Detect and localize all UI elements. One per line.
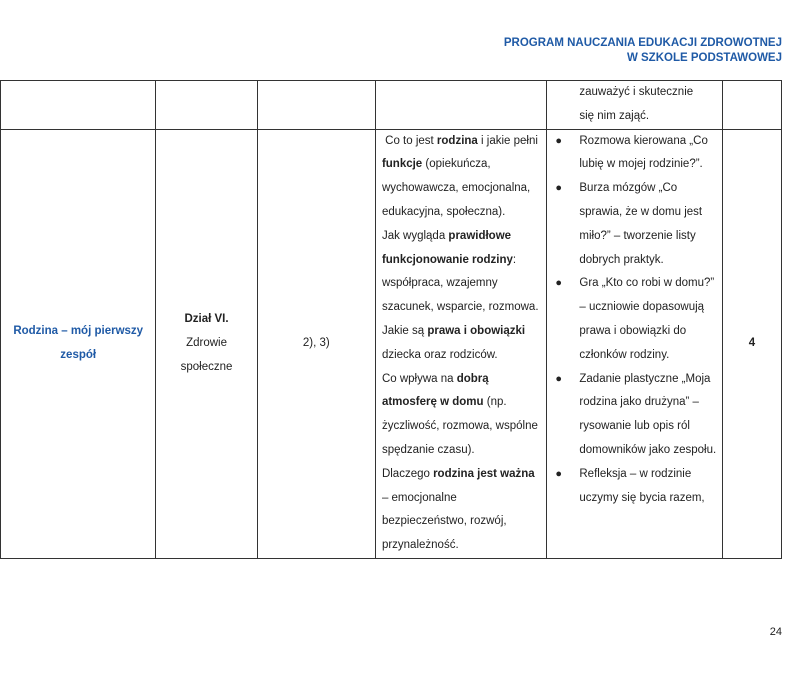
bullet-icon: ●	[555, 134, 563, 147]
content-paragraph: Jak wygląda prawidłowe funkcjonowanie rodziny: współpraca, wzajemny szacunek, wsparcie, rozmowa.	[381, 229, 539, 314]
curriculum-table	[0, 80, 782, 559]
section-name: Zdrowie społeczne	[180, 336, 233, 373]
section-title: Dział VI.	[184, 313, 229, 326]
list-item: ● Zadanie plastyczne „Moja rodzina jako drużyna” – rysowanie lub opis ról domowników jako zespołu.	[551, 368, 717, 463]
cont-activity-line: zauważyć i skutecznie	[579, 86, 694, 98]
cont-content-cell	[375, 81, 546, 130]
topic-cell: Rodzina – mój pierwszy zespół	[1, 129, 156, 558]
bullet-icon: ●	[555, 182, 563, 195]
cont-hours-cell	[722, 81, 781, 130]
cont-activities-cell	[547, 81, 722, 130]
content-paragraph: Co wpływa na dobrą atmosferę w domu (np. życzliwość, rozmowa, wspólne spędzanie czasu).	[381, 372, 538, 456]
activities-cell	[547, 129, 722, 558]
list-item: ● Burza mózgów „Co sprawia, że w domu jest miło?” – tworzenie listy dobrych praktyk.	[551, 177, 717, 272]
list-item: ● Refleksja – w rodzinie uczymy się bycia razem,	[551, 463, 717, 511]
header-line-2: W SZKOLE PODSTAWOWEJ	[626, 52, 782, 64]
bullet-icon: ●	[555, 277, 563, 290]
content-paragraph: Co to jest rodzina i jakie pełni funkcje (opiekuńcza, wychowawcza, emocjonalna, edukacyjna, społeczna).	[381, 134, 538, 218]
content-paragraph: Jakie są prawa i obowiązki dziecka oraz rodziców.	[381, 324, 526, 361]
list-item: ● Rozmowa kierowana „Co lubię w mojej rodzinie?”.	[551, 130, 717, 178]
content-paragraph: Dlaczego rodzina jest ważna – emocjonalne bezpieczeństwo, rozwój, przynależność.	[381, 467, 535, 552]
table-row	[1, 129, 782, 558]
document-header	[504, 36, 782, 66]
bullet-icon: ●	[555, 372, 563, 385]
section-cell	[156, 129, 257, 558]
bullet-icon: ●	[555, 467, 563, 480]
activities-list	[547, 130, 721, 511]
cont-req-cell	[257, 81, 375, 130]
header-line-1: PROGRAM NAUCZANIA EDUKACJI ZDROWOTNEJ	[503, 37, 782, 49]
hours-cell: 4	[722, 129, 781, 558]
cont-topic-cell	[1, 81, 156, 130]
content-cell	[375, 129, 546, 558]
continuation-row	[1, 81, 782, 130]
requirements-cell: 2), 3)	[257, 129, 375, 558]
list-item: ● Gra „Kto co robi w domu?” – uczniowie dopasowują prawa i obowiązki do członków rodziny.	[551, 272, 717, 367]
cont-activity-line: się nim zająć.	[579, 109, 650, 122]
page-number: 24	[769, 626, 782, 638]
cont-section-cell	[156, 81, 257, 130]
